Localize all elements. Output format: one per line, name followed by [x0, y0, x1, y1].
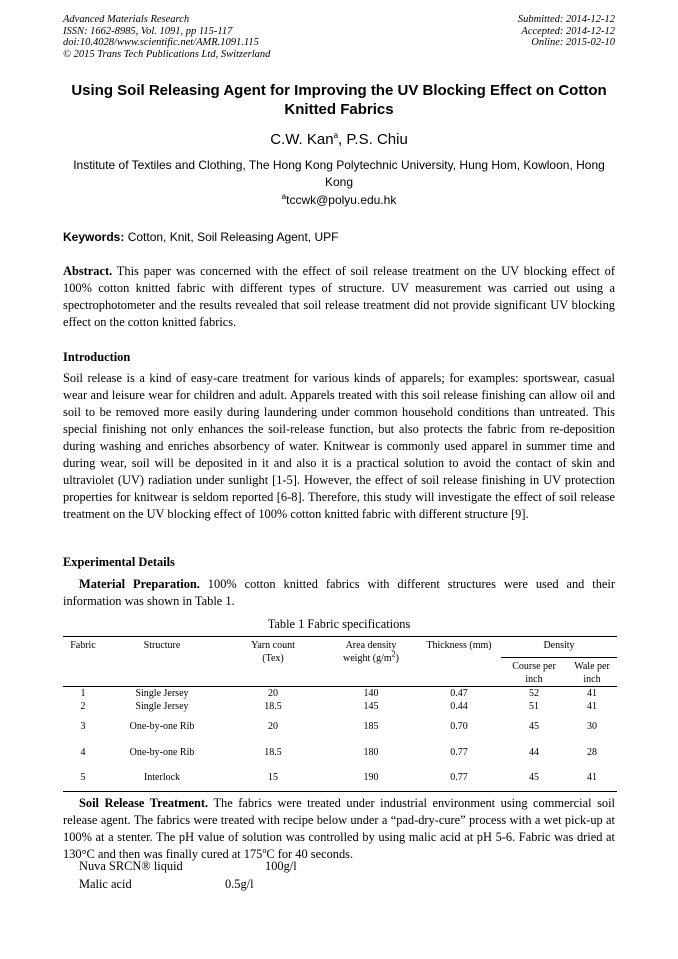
cell: 44	[529, 746, 539, 758]
col-density: Density	[543, 640, 575, 651]
col-yarn-count-unit: (Tex)	[262, 653, 284, 664]
cell: 0.77	[450, 746, 468, 758]
abstract-text: This paper was concerned with the effect of soil release treatment on the UV blocking effect of 100% cotton knitted fabric with different types of structure. UV measurement was carried out using a spectrophotometer and the results revealed that soil release treatment did not provide significant UV blocking effect on the cotton knitted fabrics.	[63, 264, 615, 329]
cell: 140	[363, 688, 379, 699]
doi: doi:10.4028/www.scientific.net/AMR.1091.115	[63, 37, 259, 48]
col-yarn-count-label: Yarn count	[251, 640, 295, 651]
recipe-row	[79, 858, 297, 875]
copyright: © 2015 Trans Tech Publications Ltd, Switzerland	[63, 48, 271, 60]
material-preparation-label: Material Preparation.	[79, 577, 200, 591]
table-row	[63, 765, 617, 791]
cell: 51	[529, 701, 539, 712]
cell: 45	[529, 772, 539, 784]
recipe-row	[79, 876, 254, 893]
submitted-date: Submitted: 2014-12-12	[517, 14, 615, 25]
email-line	[63, 193, 615, 207]
author-1: C.W. Kan	[270, 131, 334, 148]
journal-name: Advanced Materials Research	[63, 14, 190, 25]
cell: 4	[80, 746, 86, 758]
cell: 180	[363, 746, 379, 758]
journal-header-right	[518, 14, 615, 49]
soil-release-text-2: C for 40 seconds.	[266, 847, 354, 861]
keywords-label: Keywords:	[63, 230, 125, 244]
col-area-density-close: )	[395, 653, 399, 664]
affiliation: Institute of Textiles and Clothing, The Hong Kong Polytechnic University, Hung Hom, Kowloon, Hong Kong	[73, 158, 605, 189]
col-yarn-count	[221, 637, 325, 687]
accepted-date: Accepted: 2014-12-12	[521, 25, 615, 37]
cell: Interlock	[143, 772, 181, 784]
cell: 41	[587, 701, 597, 712]
cell: 0.77	[450, 772, 468, 784]
table-row	[63, 713, 617, 739]
soil-release-text-1: The fabrics were treated under industrial environment using commercial soil release agent. The fabrics were treated with recipe below under a “pad-dry-cure” process with a wet pick-up at 100% at a stenter. The pH value of solution was controlled by using malic acid at pH 5-6. Fabric was dried at 130°C and then was finally cured at 175	[63, 796, 615, 861]
degree-mark: o	[262, 845, 267, 855]
cell: Single Jersey	[135, 688, 189, 699]
journal-header-left	[63, 14, 270, 60]
recipe-name: Malic acid	[79, 877, 132, 891]
cell: 18.5	[264, 746, 282, 758]
cell: 5	[80, 772, 86, 784]
issn: ISSN: 1662-8985, Vol. 1091, pp 115-117	[63, 25, 233, 37]
cell: 20	[268, 720, 278, 732]
cell: 45	[529, 720, 539, 732]
col-wale: Wale per inch	[567, 658, 617, 687]
col-area-density	[325, 637, 417, 687]
keywords-text: Cotton, Knit, Soil Releasing Agent, UPF	[124, 230, 339, 244]
cell: 41	[587, 688, 597, 699]
author-1-affil-mark: a	[333, 131, 339, 140]
soil-release-label: Soil Release Treatment.	[79, 796, 209, 810]
table-row	[63, 700, 617, 713]
col-area-density-unit: weight (g/m	[343, 653, 392, 664]
recipe-value: 100g/l	[265, 859, 297, 873]
paper-title: Using Soil Releasing Agent for Improving the UV Blocking Effect on Cotton Knitted Fabrics	[71, 82, 607, 118]
cell: 20	[268, 688, 278, 699]
abstract	[63, 263, 615, 331]
recipe-value: 0.5g/l	[225, 877, 254, 891]
cell: One-by-one Rib	[129, 746, 195, 758]
table-caption: Table 1 Fabric specifications	[267, 617, 411, 631]
cell: 0.47	[450, 688, 468, 699]
material-preparation	[63, 576, 615, 610]
email-affil-mark: a	[281, 192, 287, 201]
cell: 0.70	[450, 720, 468, 732]
col-course: Course per inch	[501, 658, 567, 687]
col-structure: Structure	[143, 640, 181, 651]
cell: Single Jersey	[135, 701, 189, 712]
col-fabric: Fabric	[70, 640, 96, 651]
cell: 185	[363, 720, 379, 732]
recipe-name: Nuva SRCN® liquid	[79, 859, 183, 873]
experimental-heading: Experimental Details	[63, 555, 175, 569]
cell: 15	[268, 772, 278, 784]
cell: 0.44	[450, 701, 468, 712]
col-thickness: Thickness (mm)	[426, 640, 492, 651]
introduction-text: Soil release is a kind of easy-care treatment for various kinds of apparels; for examples: sportswear, casual wear and leisure wear for children and adult. Apparels treated with this soil release finishing can allow oil and soil to be removed more easily during laundering under common household conditions than untreated. This special finishing not only enhances the soil-release function, but also protects the fabric from re-deposition during washing and enriches absorbency of water. Knitwear is commonly used apparel in summer time and during wear, soil will be deposited in it and also it is a practical solution to avoid the contact of skin and ultraviolet (UV) radiation under sunlight [1-5]. However, the effect of soil release finishing in UV protection properties for knitwear is seldom reported [6-8]. Therefore, this study will investigate the effect of soil release treatment on the UV blocking effect of 100% cotton knitted fabric with different structure [9].	[63, 371, 615, 521]
author-2: P.S. Chiu	[346, 131, 408, 148]
cell: 41	[587, 772, 597, 784]
keywords	[63, 230, 615, 244]
table-row	[63, 687, 617, 701]
col-area-density-sup: 2	[391, 649, 396, 659]
soil-release-treatment	[63, 795, 615, 863]
material-preparation-text: 100% cotton knitted fabrics with different structures were used and their information was shown in Table 1.	[63, 577, 615, 608]
cell: 3	[80, 720, 86, 732]
cell: 18.5	[264, 701, 282, 712]
abstract-label: Abstract.	[63, 264, 113, 278]
fabric-spec-table	[63, 636, 617, 792]
cell: 2	[80, 701, 86, 712]
online-date: Online: 2015-02-10	[531, 37, 615, 48]
cell: 28	[587, 746, 597, 758]
cell: 52	[529, 688, 539, 699]
authors	[63, 131, 615, 149]
col-area-density-label: Area density	[345, 640, 397, 651]
cell: 190	[363, 772, 379, 784]
author-separator: ,	[338, 131, 347, 148]
introduction-heading: Introduction	[63, 350, 131, 364]
cell: 30	[587, 720, 597, 732]
cell: One-by-one Rib	[129, 720, 195, 732]
cell: 145	[363, 701, 379, 712]
email-address[interactable]: tccwk@polyu.edu.hk	[286, 193, 397, 207]
table-row	[63, 739, 617, 765]
cell: 1	[80, 688, 86, 699]
